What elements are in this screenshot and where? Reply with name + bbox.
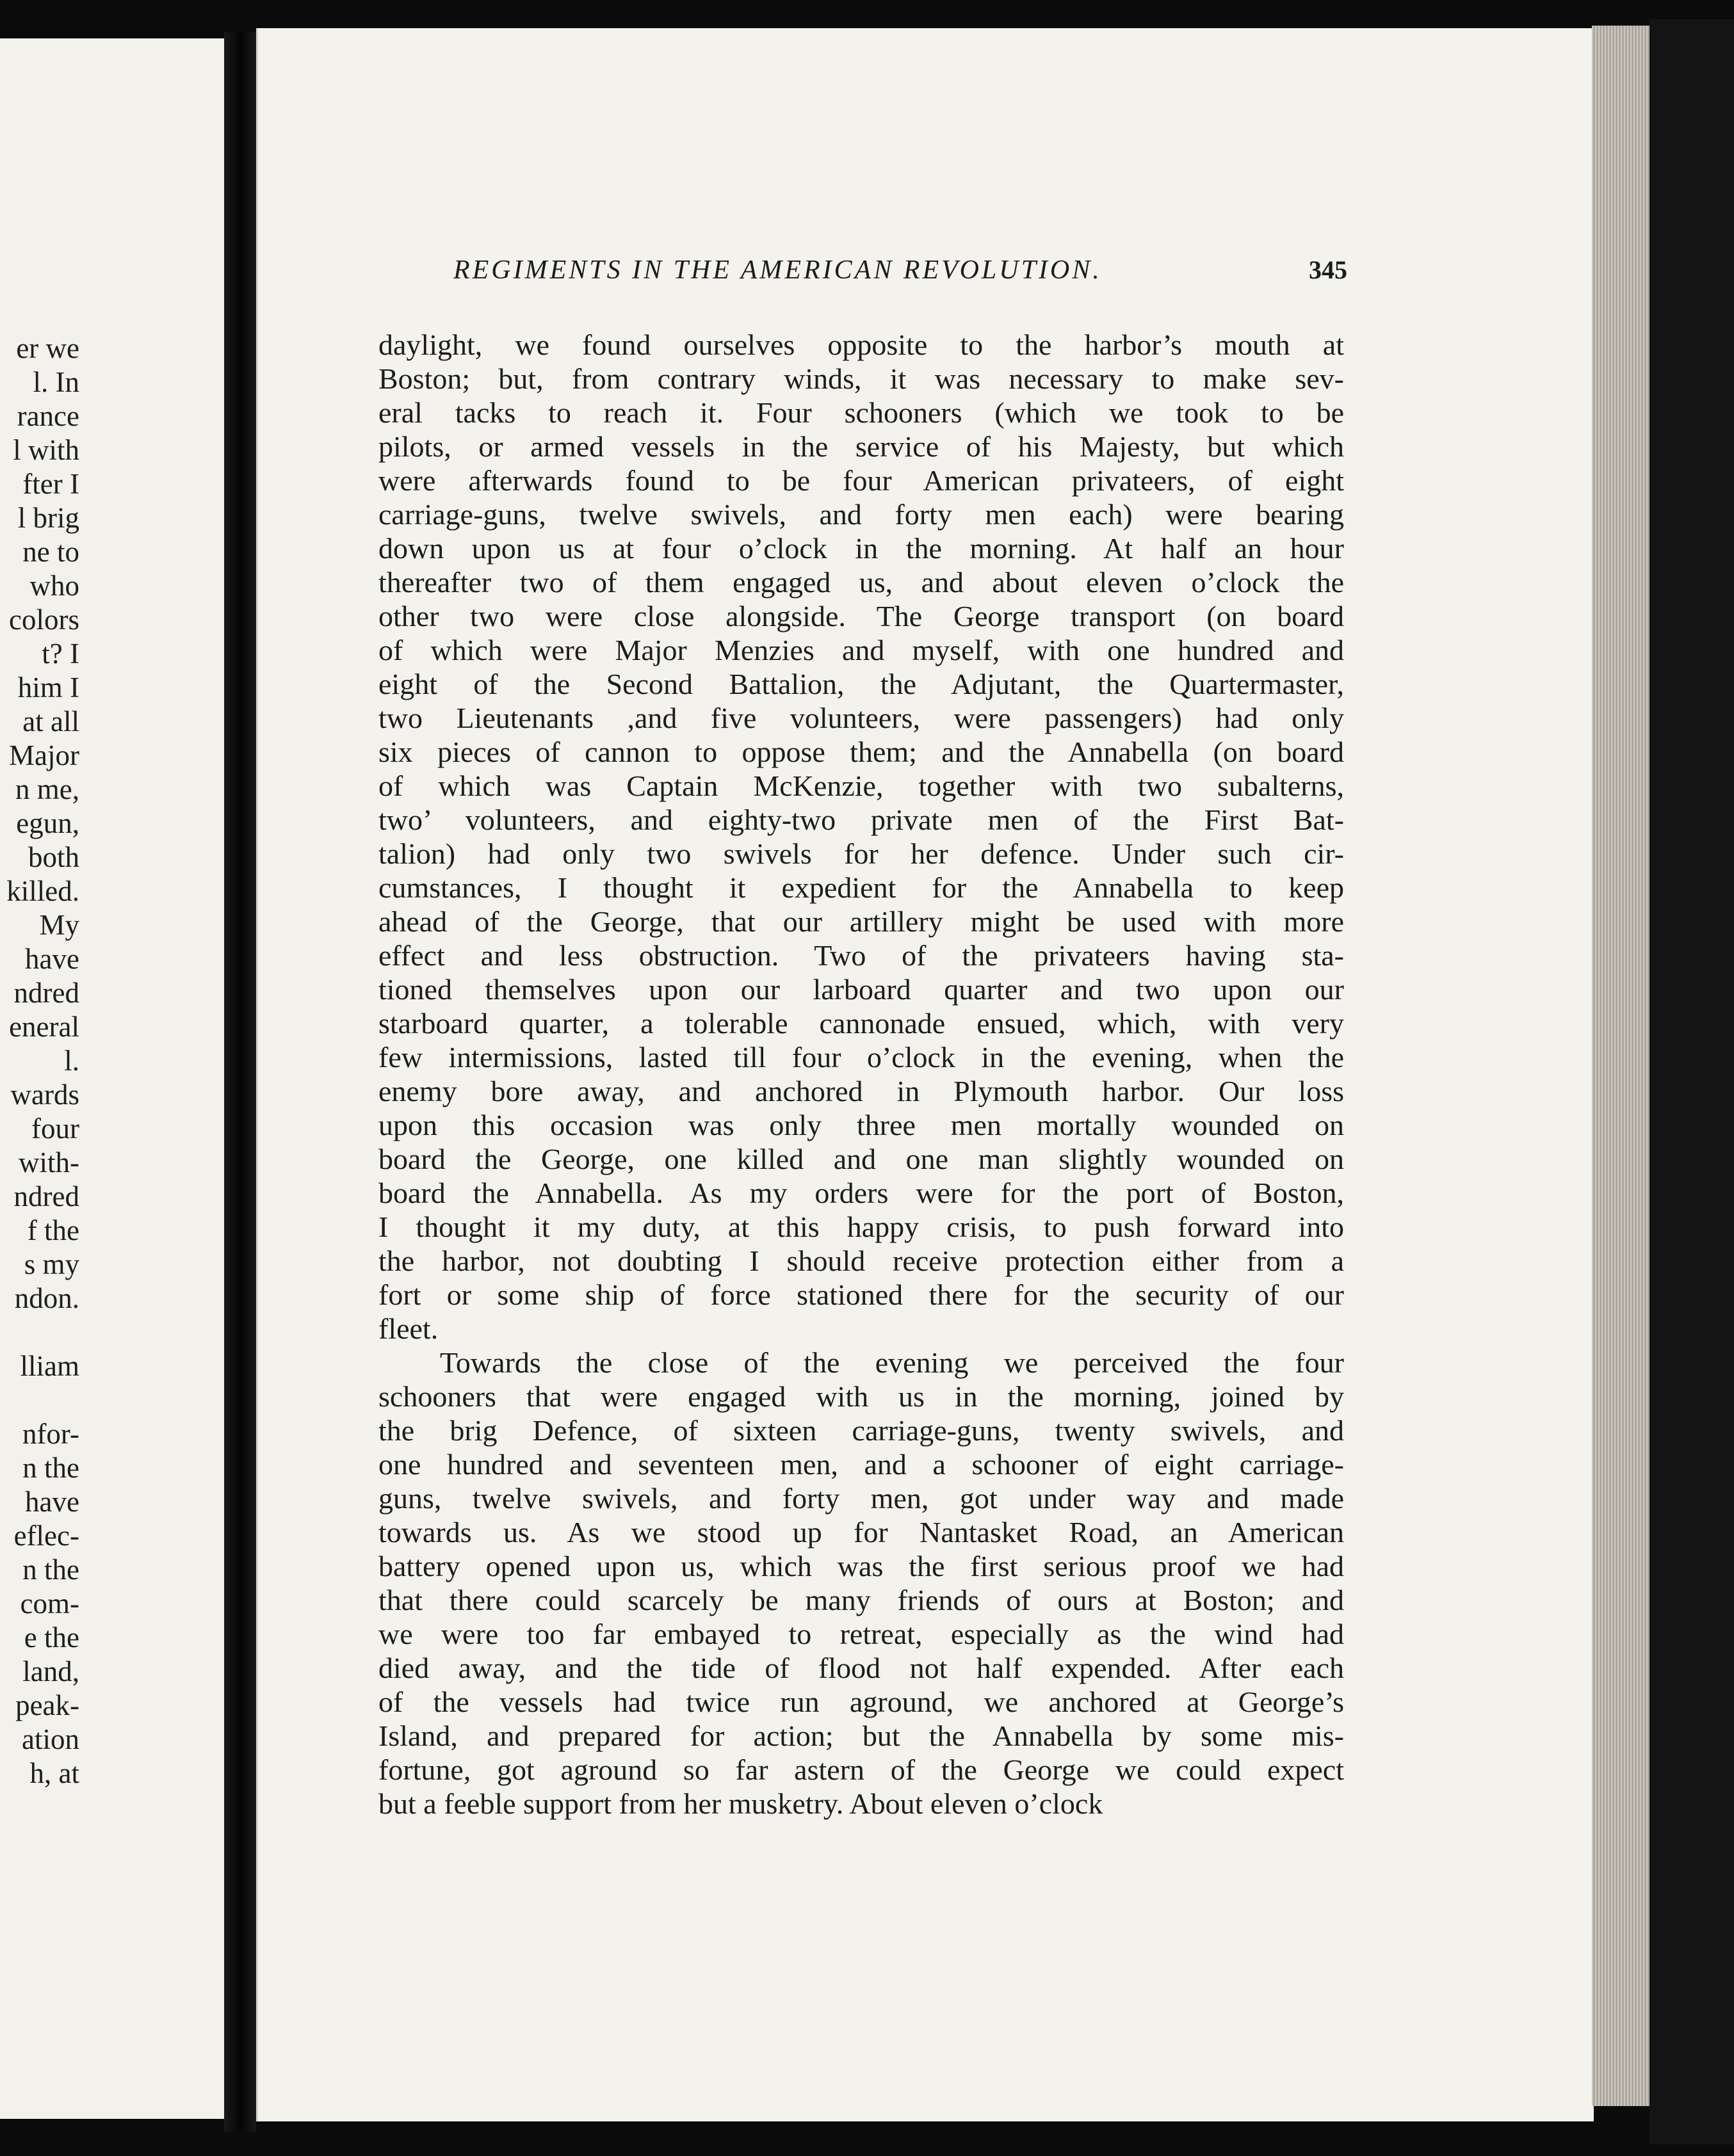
text-line: schooners that were engaged with us in the morning, joined by	[378, 1380, 1344, 1413]
text-line: the harbor, not doubting I should receive protection either from a	[378, 1244, 1344, 1277]
text-line: of which was Captain McKenzie, together with two subalterns,	[378, 769, 1344, 802]
facing-page-line: com-	[20, 1588, 79, 1620]
facing-page-line: killed.	[6, 875, 79, 907]
facing-page-line: ndred	[13, 977, 79, 1009]
text-line: that there could scarcely be many friends of ours at Boston; and	[378, 1584, 1344, 1616]
text-line: talion) had only two swivels for her defence. Under such cir-	[378, 837, 1344, 870]
text-line: ahead of the George, that our artillery might be used with more	[378, 905, 1344, 938]
facing-page-line: l brig	[17, 502, 79, 534]
text-line: eight of the Second Battalion, the Adjutant, the Quartermaster,	[378, 668, 1344, 700]
facing-page-line: wards	[10, 1079, 79, 1111]
text-line: effect and less obstruction. Two of the privateers having sta-	[378, 939, 1344, 972]
facing-page-line: four	[31, 1113, 79, 1145]
facing-page-line: have	[25, 943, 79, 975]
facing-page-line: Major	[9, 739, 79, 771]
text-line: fortune, got aground so far astern of the George we could expect	[378, 1753, 1344, 1786]
facing-page-left	[0, 38, 227, 2119]
text-line: enemy bore away, and anchored in Plymouth harbor. Our loss	[378, 1075, 1344, 1107]
text-line: the brig Defence, of sixteen carriage-guns, twenty swivels, and	[378, 1414, 1344, 1447]
facing-page-line: nfor-	[22, 1418, 79, 1450]
text-line: one hundred and seventeen men, and a schooner of eight carriage-	[378, 1448, 1344, 1481]
facing-page-line: t? I	[42, 638, 79, 670]
book-gutter	[224, 32, 256, 2132]
text-line: guns, twelve swivels, and forty men, got under way and made	[378, 1482, 1344, 1515]
facing-page-line: colors	[9, 604, 79, 636]
text-line: died away, and the tide of flood not half expended. After each	[378, 1652, 1344, 1684]
facing-page-line: peak-	[15, 1689, 79, 1721]
facing-page-line: n the	[22, 1452, 79, 1484]
page-number: 345	[1309, 255, 1347, 284]
text-line: daylight, we found ourselves opposite to the harbor’s mouth at	[378, 328, 1344, 361]
text-line: towards us. As we stood up for Nantasket Road, an American	[378, 1516, 1344, 1549]
text-line: fleet.	[378, 1312, 439, 1345]
facing-page-line: who	[29, 570, 79, 602]
facing-page-line: h, at	[29, 1757, 79, 1789]
facing-page-line: both	[28, 841, 79, 873]
facing-page-line: f the	[27, 1214, 79, 1246]
text-line: eral tacks to reach it. Four schooners (which we took to be	[378, 396, 1344, 429]
facing-page-line: at all	[22, 705, 79, 737]
facing-page-line: e the	[24, 1621, 79, 1653]
facing-page-line: er we	[16, 332, 79, 364]
text-line: Island, and prepared for action; but the Annabella by some mis-	[378, 1719, 1344, 1752]
facing-page-line: have	[25, 1486, 79, 1518]
facing-page-line: eneral	[9, 1011, 79, 1043]
facing-page-line: ndon.	[14, 1282, 79, 1314]
facing-page-line: him I	[17, 672, 79, 704]
text-line: tioned themselves upon our larboard quarter and two upon our	[378, 973, 1344, 1006]
facing-page-line: n me,	[15, 773, 79, 805]
facing-page-line: s my	[24, 1248, 79, 1280]
facing-page-line: ne to	[22, 536, 79, 568]
facing-page-line: l with	[13, 434, 79, 466]
text-line: battery opened upon us, which was the first serious proof we had	[378, 1550, 1344, 1582]
text-line: pilots, or armed vessels in the service of his Majesty, but which	[378, 430, 1344, 463]
facing-page-line: fter I	[22, 468, 79, 500]
text-line: two’ volunteers, and eighty-two private men of the First Bat-	[378, 803, 1344, 836]
text-line: starboard quarter, a tolerable cannonade ensued, which, with very	[378, 1007, 1344, 1040]
text-line: upon this occasion was only three men mortally wounded on	[378, 1109, 1344, 1141]
facing-page-line: rance	[17, 400, 79, 432]
text-line: six pieces of cannon to oppose them; and the Annabella (on board	[378, 736, 1344, 768]
text-line: carriage-guns, twelve swivels, and forty men each) were bearing	[378, 498, 1344, 531]
facing-page-line: l.	[64, 1045, 79, 1077]
facing-page-line: My	[39, 909, 79, 941]
text-line: cumstances, I thought it expedient for the Annabella to keep	[378, 871, 1344, 904]
text-line: two Lieutenants ,and five volunteers, were passengers) had only	[378, 702, 1344, 734]
facing-page-line: land,	[22, 1655, 79, 1687]
running-title: REGIMENTS IN THE AMERICAN REVOLUTION.	[453, 255, 1102, 285]
text-line: other two were close alongside. The George transport (on board	[378, 600, 1344, 632]
text-line: thereafter two of them engaged us, and about eleven o’clock the	[378, 566, 1344, 599]
text-line: Towards the close of the evening we perceived the four	[440, 1346, 1344, 1379]
text-line: we were too far embayed to retreat, especially as the wind had	[378, 1618, 1344, 1650]
text-line: of the vessels had twice run aground, we anchored at George’s	[378, 1685, 1344, 1718]
body-text	[378, 328, 1344, 1821]
facing-page-line: l. In	[33, 366, 79, 398]
text-line: board the Annabella. As my orders were for the port of Boston,	[378, 1177, 1344, 1209]
text-line: down upon us at four o’clock in the morning. At half an hour	[378, 532, 1344, 565]
facing-page-line: lliam	[20, 1350, 79, 1382]
text-line: of which were Major Menzies and myself, with one hundred and	[378, 634, 1344, 666]
facing-page-line: egun,	[16, 807, 79, 839]
text-line: board the George, one killed and one man slightly wounded on	[378, 1143, 1344, 1175]
page-edges	[1592, 26, 1649, 2106]
facing-page-line: with-	[19, 1146, 79, 1179]
text-line: Boston; but, from contrary winds, it was necessary to make sev-	[378, 362, 1344, 395]
facing-page-line: ndred	[13, 1180, 79, 1212]
facing-page-line: eflec-	[13, 1520, 79, 1552]
running-head	[453, 255, 1347, 293]
text-line: fort or some ship of force stationed there for the security of our	[378, 1278, 1344, 1311]
text-line: were afterwards found to be four American privateers, of eight	[378, 464, 1344, 497]
text-line: I thought it my duty, at this happy crisis, to push forward into	[378, 1211, 1344, 1243]
text-line: few intermissions, lasted till four o’clock in the evening, when the	[378, 1041, 1344, 1074]
facing-page-line: n the	[22, 1554, 79, 1586]
book-cover-edge	[1649, 19, 1734, 2144]
text-line: but a feeble support from her musketry. About eleven o’clock	[378, 1787, 1103, 1820]
facing-page-line: ation	[22, 1723, 79, 1755]
